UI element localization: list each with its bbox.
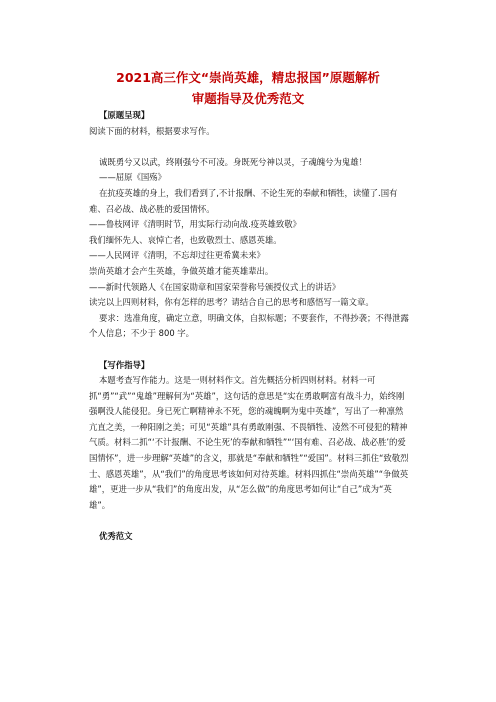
guidance-text: 本题考查写作能力。这是一则材料作文。首先概括分析四则材料。材料一可抓“勇”“武”“鬼雄”理解何为“英雄”，这句话的意思是“实在勇敢啊富有战斗力，始终刚强啊没人能侵犯。身已死亡啊精神永不死，您的魂魄啊为鬼中英雄”，写出了一种凛然亢直之美，一种阳刚之美；可见“英雄”具有勇敢刚强、不畏牺牲、凌然不可侵犯的精神气质。材料二抓“‘不计报酬、不论生死’的奉献和牺牲”“‘国有难、召必战、战必胜’的爱国情怀”，进一步理解“英雄”的含义，那就是“奉献和牺牲”“爱国”。材料三抓住“致敬烈士、感恩英雄”，从“我们”的角度思考该如何对待英雄。材料四抓住“崇尚英雄”“争做英雄”，更进一步从“我们”的角度出发，从“怎么做”的角度思考如何让“自己”成为“英雄”。 [89, 375, 409, 510]
document-title-line2: 审题指导及优秀范文 [191, 91, 305, 106]
sample-heading: 优秀范文 [99, 531, 133, 542]
original-heading: 【原题呈现】 [99, 110, 150, 120]
quote-2-source: ——鲁枝网评《清明时节，用实际行动向战.疫英雄致敬》 [89, 219, 302, 230]
guidance-heading: 【写作指导】 [99, 359, 150, 370]
task-text: 读完以上四则材料，你有怎样的思考？请结合自己的思考和感悟写一篇文章。 [89, 297, 374, 308]
quote-4-source: ——新时代领路人《在国家勋章和国家荣誉称号颁授仪式上的讲话》 [89, 281, 341, 292]
document-body [89, 108, 411, 545]
quote-1-source: ——屈原《国殇》 [99, 172, 166, 183]
quote-1: 诚既勇兮又以武，终刚强兮不可凌。身既死兮神以灵，子魂魄兮为鬼雄！ [99, 156, 367, 167]
instruction-text: 阅读下面的材料，根据要求写作。 [89, 125, 215, 136]
requirements-text: 要求：选准角度，确定立意，明确文体，自拟标题；不要套作，不得抄袭；不得泄露个人信息；不少于 800 字。 [89, 312, 409, 339]
document-title-line1: 2021高三作文“崇尚英雄，精忠报国”原题解析 [116, 70, 380, 85]
quote-4: 崇尚英雄才会产生英雄，争做英雄才能英雄辈出。 [89, 265, 274, 276]
quote-3-source: ——人民网评《清明，不忘却过往更希冀未来》 [89, 250, 265, 261]
quote-3: 我们缅怀先人、哀悼亡者，也致敬烈士、感恩英雄。 [89, 234, 282, 245]
quote-2: 在抗疫英雄的身上，我们看到了,不计报酬、不论生死的奉献和牺牲，读懂了.国有 [99, 187, 398, 198]
quote-2-cont: 难、召必战、战必胜的爱国情怀。 [89, 203, 215, 214]
